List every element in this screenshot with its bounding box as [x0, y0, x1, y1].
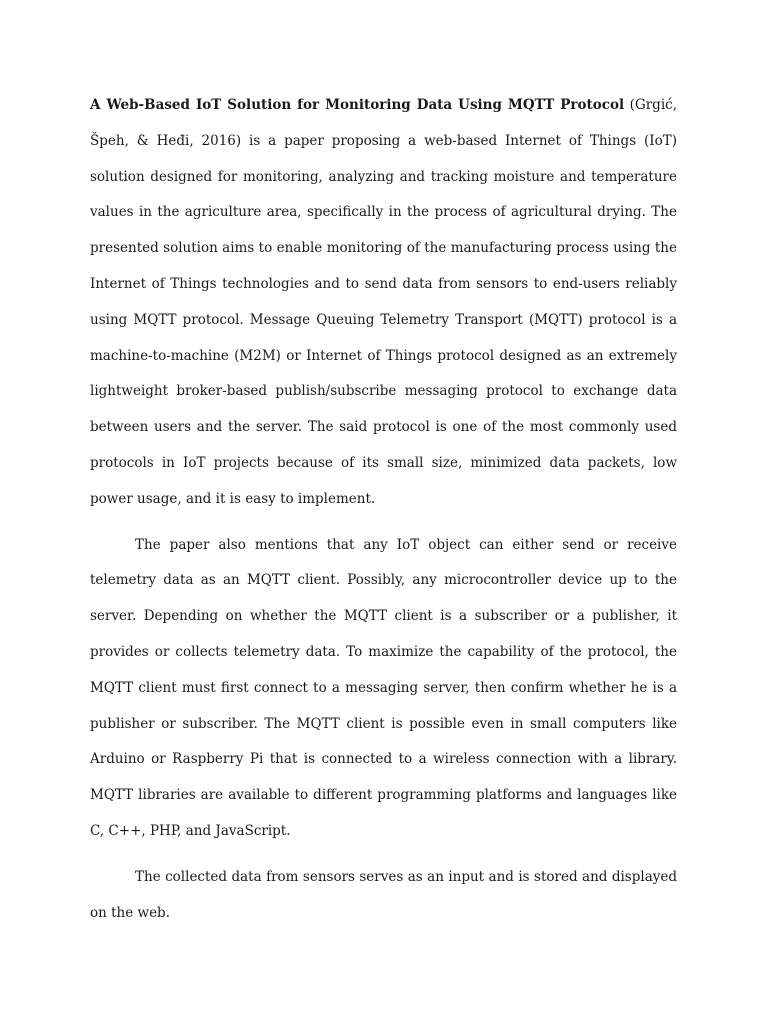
paragraph-2: The paper also mentions that any IoT object can either send or receive telemetry data as an MQTT client. Possibly, any microcontroller device up to the server. Depending on whether the MQTT client is a subscriber or a publisher, it provides or collects telemetry data. To maximize the capability of the protocol, the MQTT client must first connect to a messaging server, then confirm whether he is a publisher or subscriber. The MQTT client is possible even in small computers like Arduino or Raspberry Pi that is connected to a wireless connection with a library. MQTT libraries are available to different programming platforms and languages like C, C++, PHP, and JavaScript.: [90, 536, 677, 839]
paragraph-1-text: (Grgić, Špeh, & Heđi, 2016) is a paper proposing a web-based Internet of Things (IoT) solution designed for monitoring, analyzing and tracking moisture and temperature values in the agriculture area, specifically in the process of agricultural drying. The presented solution aims to enable monitoring of the manufacturing process using the Internet of Things technologies and to send data from sensors to end-users reliably using MQTT protocol. Message Queuing Telemetry Transport (MQTT) protocol is a machine-to-machine (M2M) or Internet of Things protocol designed as an extremely lightweight broker-based publish/subscribe messaging protocol to exchange data between users and the server. The said protocol is one of the most commonly used protocols in IoT projects because of its small size, minimized data packets, low power usage, and it is easy to implement.: [90, 97, 677, 507]
paragraph-1: [90, 88, 677, 518]
paragraph-3: The collected data from sensors serves as an input and is stored and displayed on the web.: [90, 868, 677, 921]
paper-title: A Web-Based IoT Solution for Monitoring Data Using MQTT Protocol: [90, 97, 625, 113]
document-page: [90, 88, 677, 941]
